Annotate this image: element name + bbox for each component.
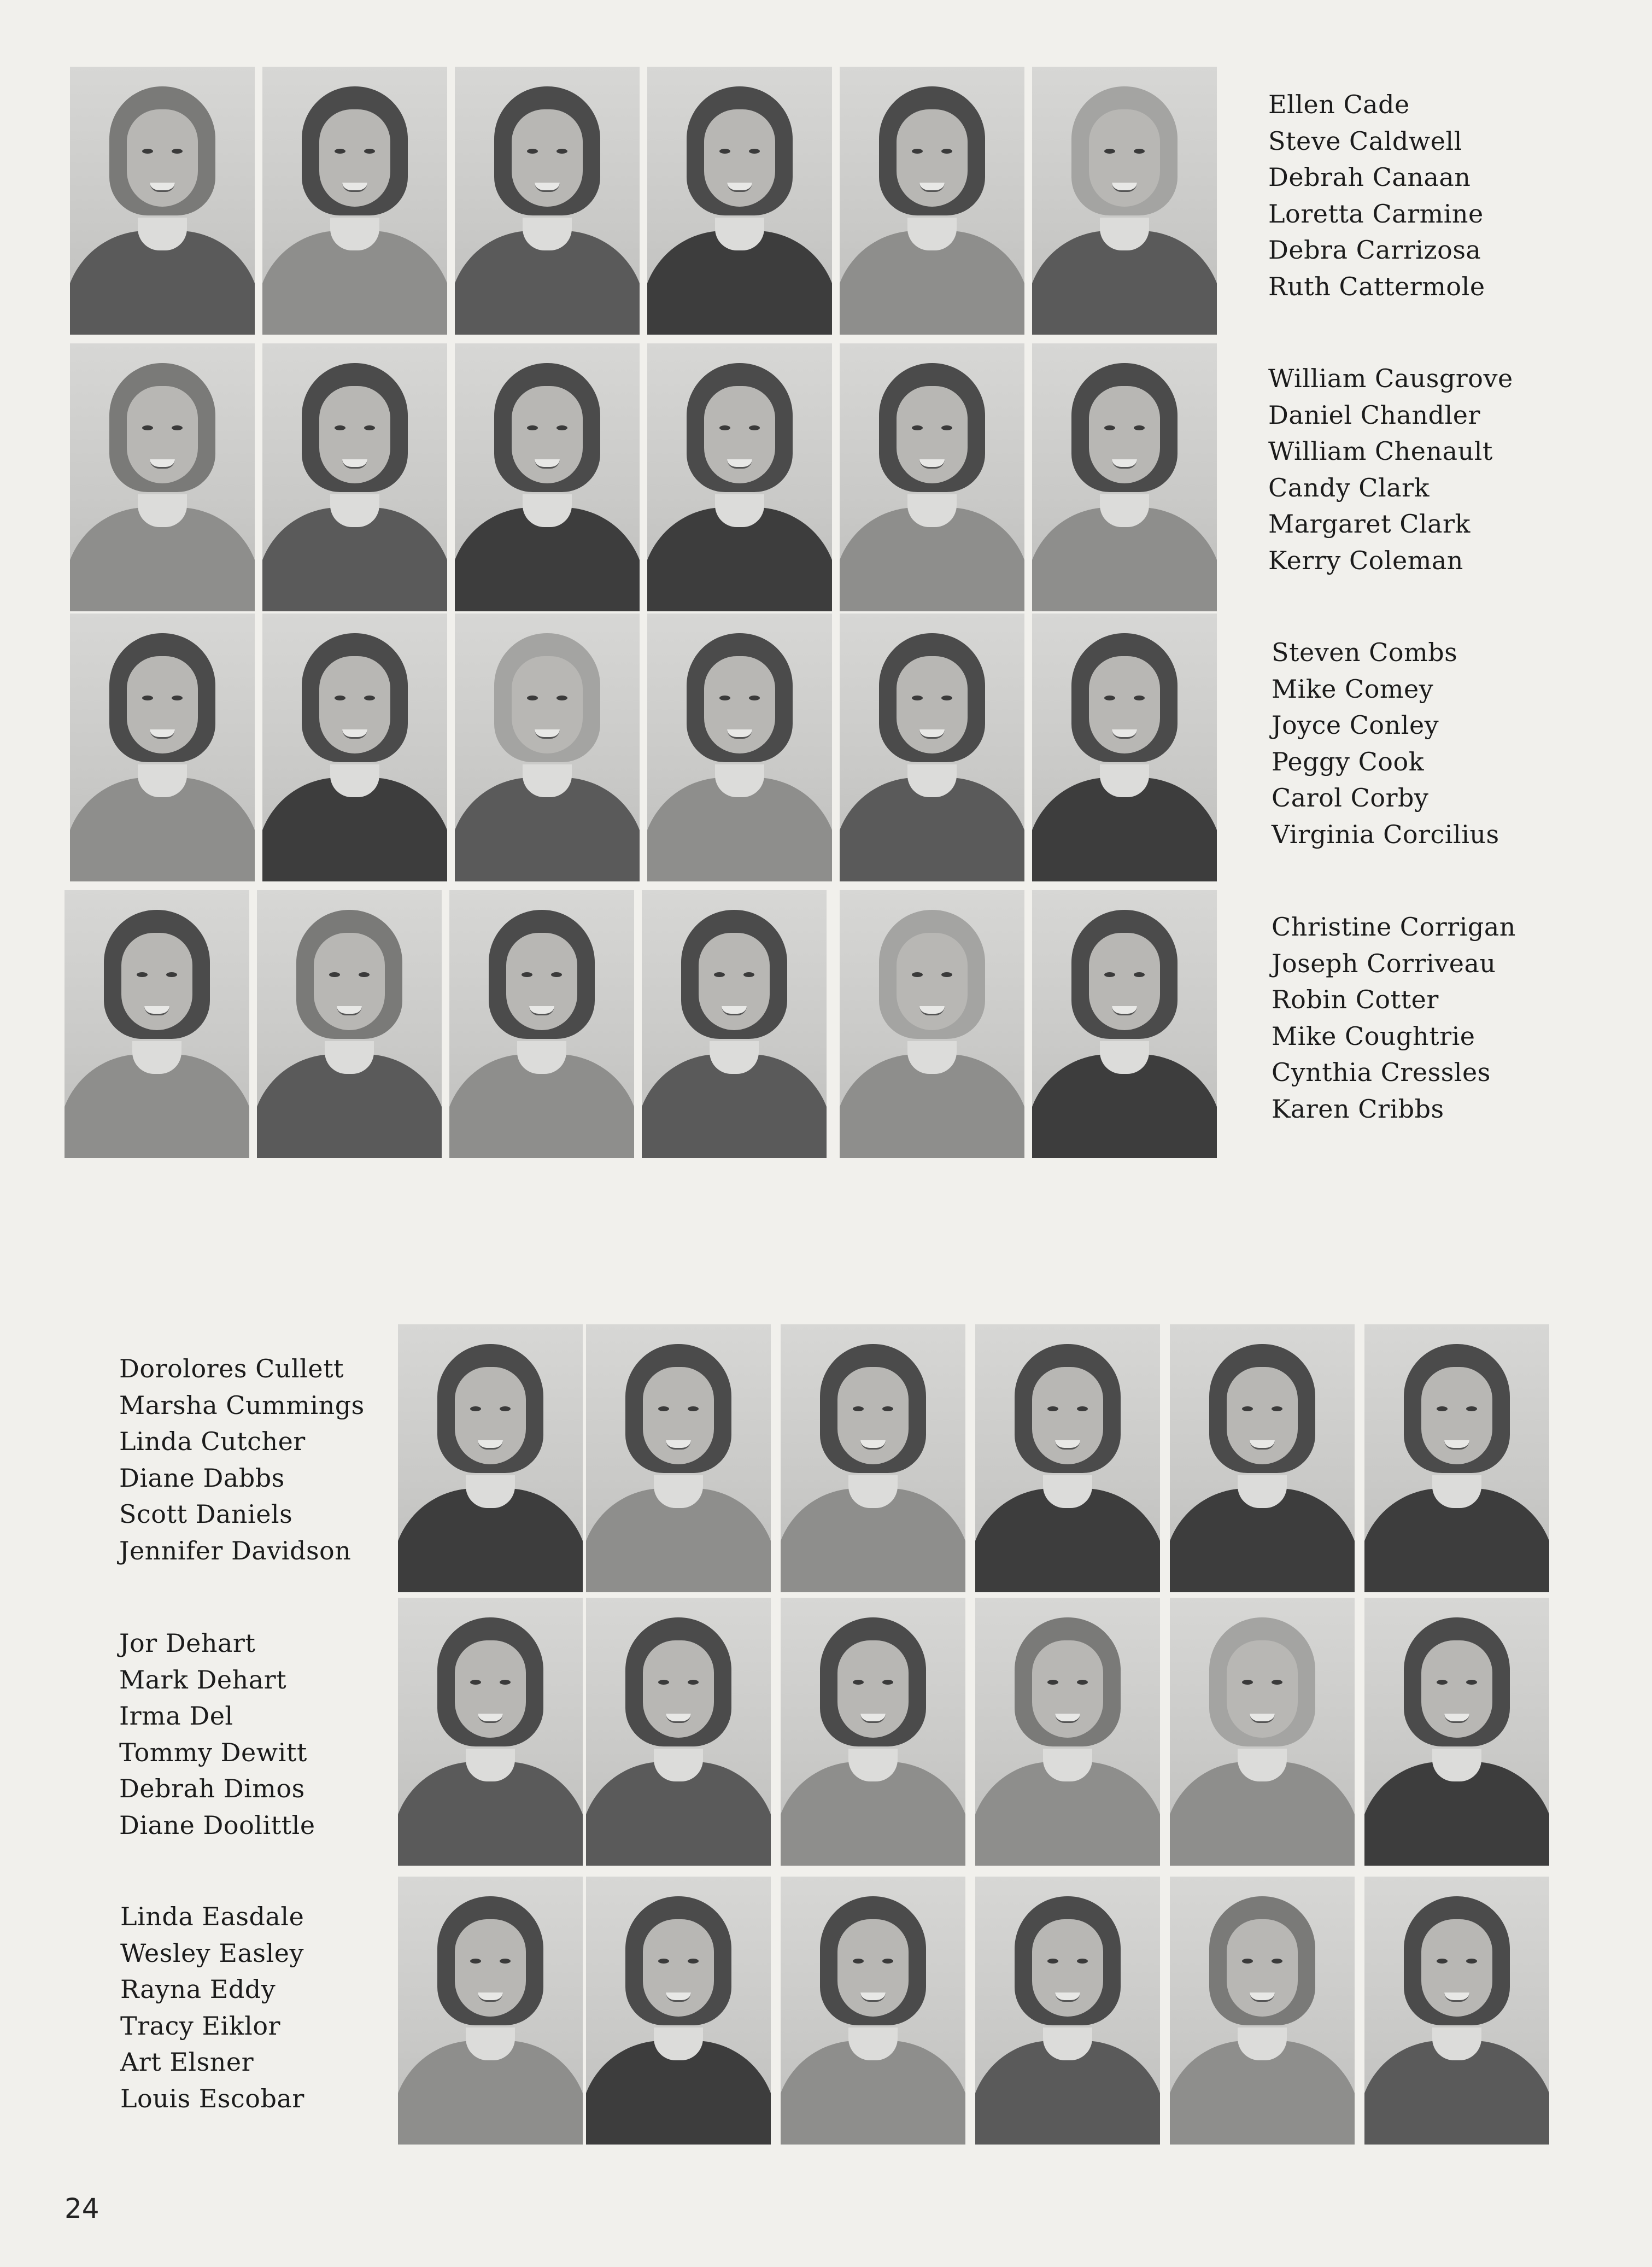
student-name: Diane Dabbs — [119, 1463, 285, 1493]
student-name: Diane Doolittle — [119, 1810, 315, 1840]
student-photo — [586, 1324, 771, 1592]
student-name: Scott Daniels — [119, 1499, 293, 1529]
student-name: Joyce Conley — [1272, 710, 1439, 740]
student-photo — [1170, 1598, 1355, 1866]
student-photo — [781, 1324, 965, 1592]
name-list — [1268, 86, 1485, 305]
student-name: Jennifer Davidson — [119, 1535, 352, 1565]
student-name: Jor Dehart — [119, 1628, 256, 1658]
student-name: Margaret Clark — [1268, 509, 1471, 539]
page-number: 24 — [65, 2193, 99, 2224]
student-photo — [647, 614, 832, 881]
student-photo — [449, 890, 634, 1158]
student-name: Linda Easdale — [120, 1902, 304, 1931]
student-photo — [1032, 890, 1217, 1158]
student-name: Carol Corby — [1272, 783, 1429, 813]
student-photo — [975, 1324, 1160, 1592]
student-name: Mark Dehart — [119, 1664, 287, 1695]
name-list — [1268, 360, 1513, 579]
student-photo — [840, 890, 1024, 1158]
student-photo — [1032, 614, 1217, 881]
student-photo — [647, 67, 832, 335]
student-name: Daniel Chandler — [1268, 400, 1480, 430]
student-photo — [975, 1598, 1160, 1866]
student-photo — [1032, 67, 1217, 335]
student-photo — [1170, 1324, 1355, 1592]
student-name: Kerry Coleman — [1268, 545, 1463, 575]
student-photo — [840, 614, 1024, 881]
student-photo — [1170, 1877, 1355, 2145]
student-photo — [840, 343, 1024, 611]
student-photo — [455, 67, 640, 335]
name-list — [119, 1351, 365, 1569]
student-name: Debrah Dimos — [119, 1774, 305, 1804]
student-name: Loretta Carmine — [1268, 198, 1484, 229]
student-name: Christine Corrigan — [1272, 912, 1516, 942]
student-name: William Causgrove — [1268, 364, 1513, 393]
student-photo — [70, 67, 255, 335]
name-list — [120, 1898, 304, 2117]
student-name: Tommy Dewitt — [119, 1737, 307, 1767]
student-photo — [262, 67, 447, 335]
student-photo — [262, 614, 447, 881]
student-photo — [1032, 343, 1217, 611]
student-photo — [781, 1877, 965, 2145]
student-name: Virginia Corcilius — [1272, 819, 1499, 849]
student-photo — [586, 1598, 771, 1866]
student-photo — [257, 890, 442, 1158]
student-photo — [781, 1598, 965, 1866]
student-photo — [262, 343, 447, 611]
student-name: Joseph Corriveau — [1272, 948, 1496, 978]
student-name: Marsha Cummings — [119, 1390, 365, 1420]
student-name: Cynthia Cressles — [1272, 1057, 1491, 1088]
student-name: Linda Cutcher — [119, 1427, 306, 1457]
student-name: Louis Escobar — [120, 2083, 304, 2113]
name-list — [119, 1625, 315, 1844]
student-name: Ruth Cattermole — [1268, 271, 1485, 301]
student-photo — [642, 890, 827, 1158]
student-name: Peggy Cook — [1272, 746, 1425, 776]
student-photo — [70, 343, 255, 611]
student-name: Karen Cribbs — [1272, 1094, 1444, 1124]
student-photo — [455, 614, 640, 881]
student-photo — [586, 1877, 771, 2145]
student-name: Mike Comey — [1272, 674, 1434, 704]
student-name: Wesley Easley — [120, 1938, 304, 1968]
student-photo — [1364, 1324, 1549, 1592]
student-photo — [1364, 1877, 1549, 2145]
student-photo — [1364, 1598, 1549, 1866]
student-photo — [840, 67, 1024, 335]
student-name: Rayna Eddy — [120, 1974, 276, 2005]
student-name: Ellen Cade — [1268, 90, 1410, 119]
lower-photo-grid — [398, 1324, 1551, 2145]
student-photo — [647, 343, 832, 611]
name-list — [1272, 909, 1516, 1127]
name-list — [1272, 634, 1499, 853]
student-name: William Chenault — [1268, 436, 1493, 466]
student-name: Art Elsner — [120, 2047, 254, 2077]
student-name: Debra Carrizosa — [1268, 235, 1481, 265]
upper-photo-grid — [70, 67, 1217, 1160]
student-name: Steve Caldwell — [1268, 126, 1462, 156]
student-photo — [398, 1877, 583, 2145]
student-photo — [398, 1598, 583, 1866]
student-name: Steven Combs — [1272, 638, 1458, 667]
student-photo — [455, 343, 640, 611]
student-name: Mike Coughtrie — [1272, 1021, 1475, 1051]
student-name: Irma Del — [119, 1701, 233, 1731]
student-photo — [70, 614, 255, 881]
student-photo — [975, 1877, 1160, 2145]
student-photo — [398, 1324, 583, 1592]
student-name: Debrah Canaan — [1268, 162, 1471, 192]
student-name: Candy Clark — [1268, 472, 1430, 503]
student-name: Robin Cotter — [1272, 985, 1439, 1015]
student-name: Tracy Eiklor — [120, 2011, 281, 2041]
student-name: Dorolores Cullett — [119, 1354, 344, 1383]
student-photo — [65, 890, 249, 1158]
